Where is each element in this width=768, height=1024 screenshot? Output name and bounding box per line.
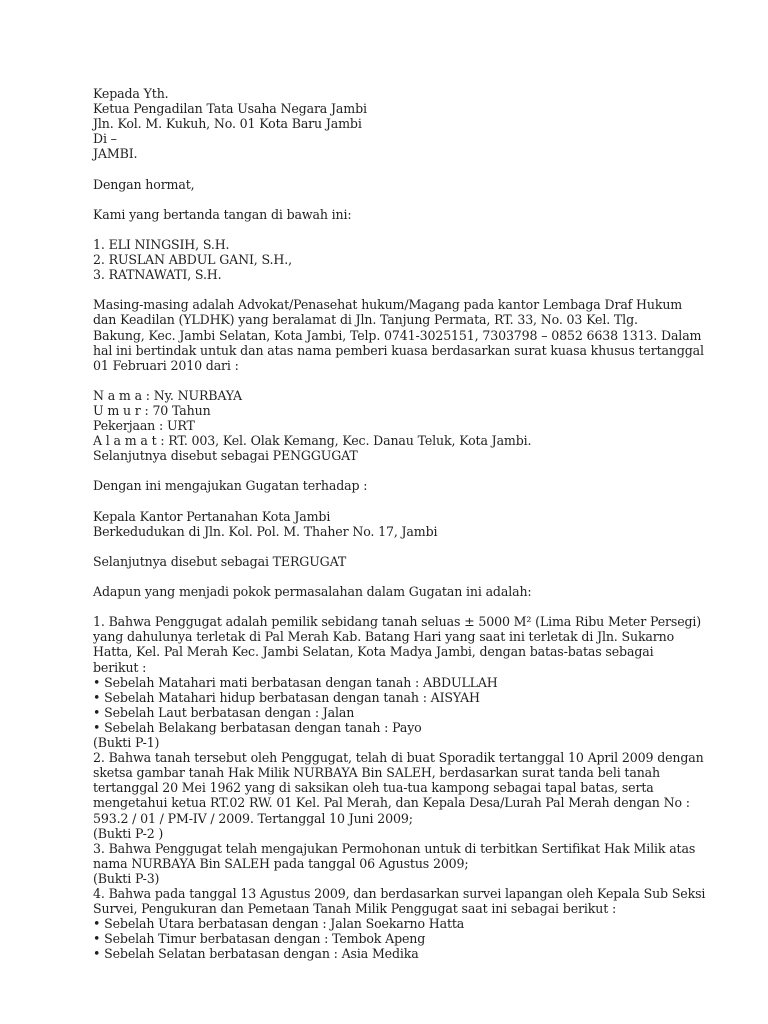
paragraph-line: dan Keadilan (YLDHK) yang beralamat di Jln. Tanjung Permata, RT. 33, No. 03 Kel. Tlg.	[93, 312, 638, 328]
paragraph-line: Bakung, Kec. Jambi Selatan, Kota Jambi, Telp. 0741-3025151, 7303798 – 0852 6638 1313. Dalam	[93, 327, 702, 343]
spacer	[93, 494, 733, 509]
representation-paragraph	[93, 297, 733, 372]
spacer	[93, 373, 733, 388]
address-city: JAMBI.	[93, 146, 138, 162]
signer-item: 2. RUSLAN ABDUL GANI, S.H.,	[93, 252, 292, 268]
lawsuit-intro: Dengan ini mengajukan Gugatan terhadap :	[93, 478, 368, 494]
plaintiff-address: A l a m a t : RT. 003, Kel. Olak Kemang, Kec. Danau Teluk, Kota Jambi.	[93, 433, 532, 449]
signer-item: 1. ELI NINGSIH, S.H.	[93, 236, 230, 252]
address-di: Di –	[93, 131, 117, 147]
signer-item: 3. RATNAWATI, S.H.	[93, 267, 222, 283]
plaintiff-name: N a m a : Ny. NURBAYA	[93, 387, 242, 403]
spacer	[93, 599, 733, 614]
body-line: sketsa gambar tanah Hak Milik NURBAYA Bin SALEH, berdasarkan surat tanda beli tanah	[93, 765, 660, 781]
defendant-name: Kepala Kantor Pertanahan Kota Jambi	[93, 508, 331, 524]
spacer	[93, 192, 733, 207]
boundary-item: • Sebelah Matahari hidup berbatasan dengan tanah : AISYAH	[93, 689, 480, 705]
spacer	[93, 569, 733, 584]
defendant-designation: Selanjutnya disebut sebagai TERGUGAT	[93, 553, 347, 569]
boundary-item: • Sebelah Timur berbatasan dengan : Tembok Apeng	[93, 931, 426, 947]
body-line: Survei, Pengukuran dan Pemetaan Tanah Milik Penggugat saat ini sebagai berikut :	[93, 901, 617, 917]
body-line: yang dahulunya terletak di Pal Merah Kab. Batang Hari yang saat ini terletak di Jln. Sukarno	[93, 629, 675, 645]
boundary-item: • Sebelah Selatan berbatasan dengan : Asia Medika	[93, 946, 419, 962]
body-line: mengetahui ketua RT.02 RW. 01 Kel. Pal Merah, dan Kepala Desa/Lurah Pal Merah dengan No :	[93, 795, 690, 811]
paragraph-line: 01 Februari 2010 dari :	[93, 357, 239, 373]
paragraph-line: Masing-masing adalah Advokat/Penasehat hukum/Magang pada kantor Lembaga Draf Hukum	[93, 297, 683, 313]
body-line: 593.2 / 01 / PM-IV / 2009. Tertanggal 10 Juni 2009;	[93, 810, 413, 826]
body-line: berikut :	[93, 659, 147, 675]
defendant-address: Berkedudukan di Jln. Kol. Pol. M. Thaher No. 17, Jambi	[93, 523, 438, 539]
spacer	[93, 282, 733, 297]
body-line: nama NURBAYA Bin SALEH pada tanggal 06 Agustus 2009;	[93, 855, 469, 871]
boundary-item: • Sebelah Matahari mati berbatasan dengan tanah : ABDULLAH	[93, 674, 498, 690]
body-line: 1. Bahwa Penggugat adalah pemilik sebidang tanah seluas ± 5000 M² (Lima Ribu Meter Persegi)	[93, 614, 702, 630]
plaintiff-job: Pekerjaan : URT	[93, 418, 195, 434]
body-line: 3. Bahwa Penggugat telah mengajukan Permohonan untuk di terbitkan Sertifikat Hak Milik atas	[93, 840, 696, 856]
letter-body	[93, 86, 733, 961]
spacer	[93, 161, 733, 176]
boundary-item: • Sebelah Utara berbatasan dengan : Jalan Soekarno Hatta	[93, 916, 465, 932]
issues-intro: Adapun yang menjadi pokok permasalahan dalam Gugatan ini adalah:	[93, 584, 532, 600]
spacer	[93, 539, 733, 554]
boundary-item: • Sebelah Belakang berbatasan dengan tanah : Payo	[93, 719, 422, 735]
evidence-ref: (Bukti P-2 )	[93, 825, 164, 841]
defendant-block	[93, 509, 733, 569]
paragraph-line: hal ini bertindak untuk dan atas nama pemberi kuasa berdasarkan surat kuasa khusus tertanggal	[93, 342, 704, 358]
plaintiff-age: U m u r : 70 Tahun	[93, 402, 211, 418]
body-line: tertanggal 20 Mei 1962 yang di saksikan oleh tua-tua kampong sebagai tapal batas, serta	[93, 780, 654, 796]
address-recipient: Ketua Pengadilan Tata Usaha Negara Jambi	[93, 101, 367, 117]
address-to: Kepada Yth.	[93, 86, 169, 101]
plaintiff-designation: Selanjutnya disebut sebagai PENGGUGAT	[93, 448, 358, 464]
evidence-ref: (Bukti P-3)	[93, 870, 160, 886]
plaintiff-block	[93, 388, 733, 463]
evidence-ref: (Bukti P-1)	[93, 735, 160, 751]
recipient-address-block	[93, 86, 733, 161]
body-line: 4. Bahwa pada tanggal 13 Agustus 2009, dan berdasarkan survei lapangan oleh Kepala Sub Seksi	[93, 885, 706, 901]
boundary-item: • Sebelah Laut berbatasan dengan : Jalan	[93, 704, 355, 720]
intro-text: Kami yang bertanda tangan di bawah ini:	[93, 206, 352, 222]
signers-list	[93, 237, 733, 282]
spacer	[93, 463, 733, 478]
body-line: 2. Bahwa tanah tersebut oleh Penggugat, telah di buat Sporadik tertanggal 10 April 2009 dengan	[93, 750, 704, 766]
body-line: Hatta, Kel. Pal Merah Kec. Jambi Selatan, Kota Madya Jambi, dengan batas-batas sebagai	[93, 644, 654, 660]
spacer	[93, 222, 733, 237]
issues-body	[93, 614, 733, 961]
address-street: Jln. Kol. M. Kukuh, No. 01 Kota Baru Jambi	[93, 116, 362, 132]
greeting: Dengan hormat,	[93, 176, 195, 192]
